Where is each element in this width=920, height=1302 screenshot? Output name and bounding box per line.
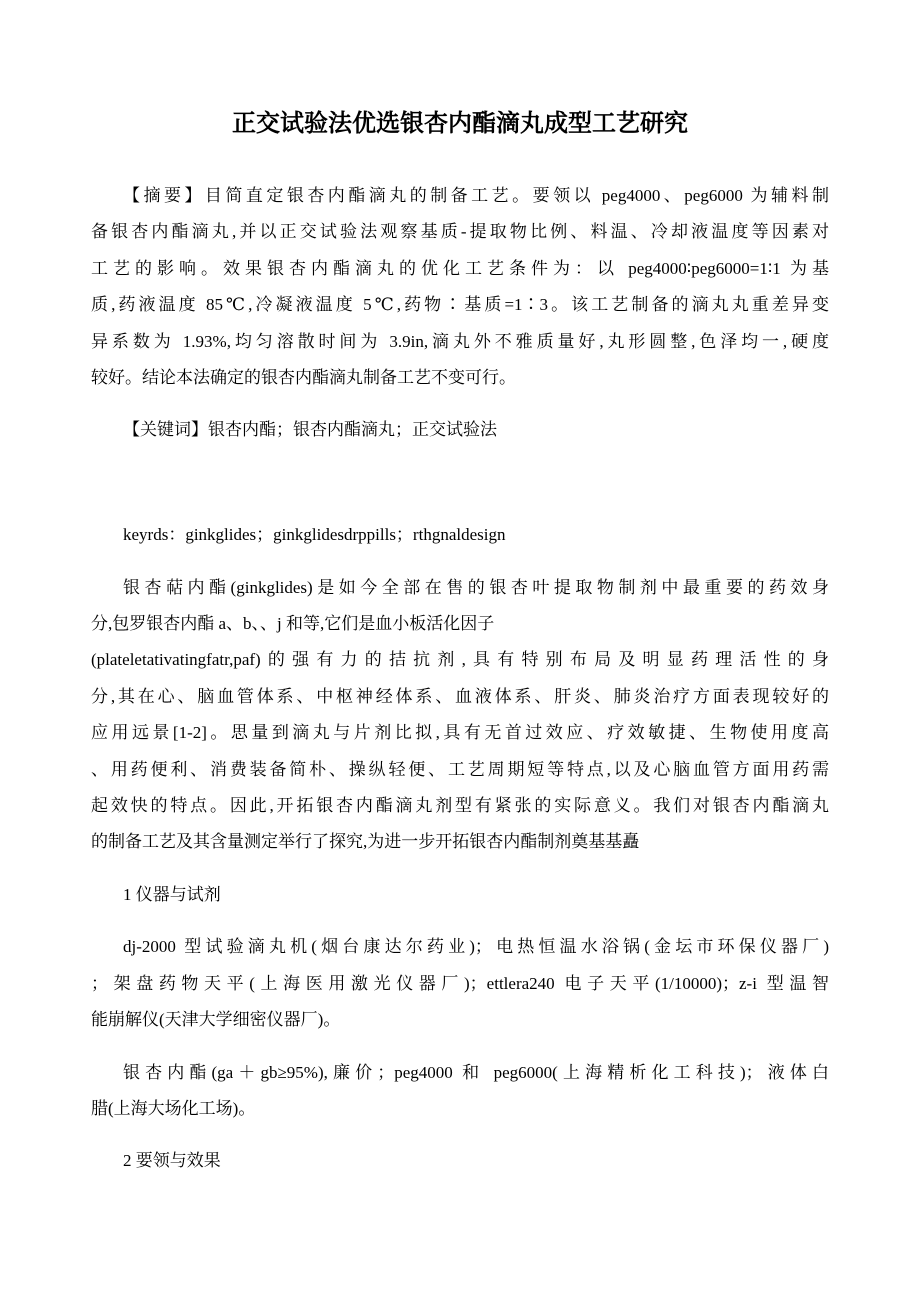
keywords-en-paragraph: [91, 517, 829, 553]
abstract-line: 工艺的影响。效果银杏内酯滴丸的优化工艺条件为：以 peg4000∶peg6000=1∶1 为基: [91, 258, 829, 278]
abstract-line: 备银杏内酯滴丸,并以正交试验法观察基质-提取物比例、料温、冷却液温度等因素对: [91, 222, 829, 242]
keywords-en-line: keyrds：ginkglides；ginkglidesdrppills；rthgnaldesign: [123, 525, 506, 545]
abstract-line: 【摘要】目简直定银杏内酯滴丸的制备工艺。要领以 peg4000、peg6000 为辅料制: [123, 186, 829, 205]
intro-line: 分,包罗银杏内酯 a、b、、j 和等,它们是血小板活化因子: [91, 614, 495, 634]
instruments-line: 能崩解仪(天津大学细密仪器厂)。: [91, 1010, 341, 1030]
keywords-cn-paragraph: [91, 412, 829, 448]
intro-line: 应用远景[1-2]。思量到滴丸与片剂比拟,具有无首过效应、疗效敏捷、生物使用度高: [91, 723, 829, 743]
abstract-line: 质,药液温度 85℃,冷凝液温度 5℃,药物∶基质=1∶3。该工艺制备的滴丸丸重差异变: [91, 295, 829, 315]
section1-heading-line: 1 仪器与试剂: [123, 884, 221, 904]
section2-heading-line: 2 要领与效果: [123, 1151, 221, 1171]
intro-paragraph: [91, 570, 829, 861]
reagents-paragraph: [91, 1055, 829, 1128]
intro-line: (plateletativatingfatr,paf)的强有力的拮抗剂,具有特别布局及明显药理活性的身: [91, 650, 829, 670]
intro-line: 起效快的特点。因此,开拓银杏内酯滴丸剂型有紧张的实际意义。我们对银杏内酯滴丸: [91, 796, 829, 816]
instruments-line: ；架盘药物天平(上海医用激光仪器厂)；ettlera240 电子天平(1/10000)；z-i 型温智: [91, 973, 829, 993]
instruments-line: dj-2000 型试验滴丸机(烟台康达尔药业)；电热恒温水浴锅(金坛市环保仪器厂): [123, 937, 829, 957]
intro-line: 的制备工艺及其含量测定举行了探究,为进一步开拓银杏内酯制剂奠基基矗: [91, 832, 640, 852]
section1-heading: [91, 877, 829, 913]
document-content: [91, 103, 829, 1196]
document-title: 正交试验法优选银杏内酯滴丸成型工艺研究: [232, 111, 688, 137]
intro-line: 分,其在心、脑血管体系、中枢神经体系、血液体系、肝炎、肺炎治疗方面表现较好的: [91, 686, 829, 706]
abstract-line: 异系数为 1.93%,均匀溶散时间为 3.9in,滴丸外不雅质量好,丸形圆整,色泽均一,硬度: [91, 331, 829, 351]
reagents-line: 腊(上海大场化工场)。: [91, 1098, 256, 1118]
intro-line: 、用药便利、消费装备简朴、操纵轻便、工艺周期短等特点,以及心脑血管方面用药需: [91, 759, 829, 779]
instruments-paragraph: [91, 929, 829, 1038]
reagents-line: 银杏内酯(ga＋gb≥95%),廉价；peg4000 和 peg6000(上海精析化工科技)；液体白: [123, 1062, 829, 1082]
abstract-paragraph: [91, 178, 829, 396]
abstract-line: 较好。结论本法确定的银杏内酯滴丸制备工艺不变可行。: [91, 368, 516, 388]
blank-line: [91, 465, 829, 501]
section2-heading: [91, 1143, 829, 1179]
keywords-cn-line: 【关键词】银杏内酯；银杏内酯滴丸；正交试验法: [123, 420, 497, 440]
intro-line: 银杏萜内酯(ginkglides)是如今全部在售的银杏叶提取物制剂中最重要的药效身: [123, 577, 829, 597]
